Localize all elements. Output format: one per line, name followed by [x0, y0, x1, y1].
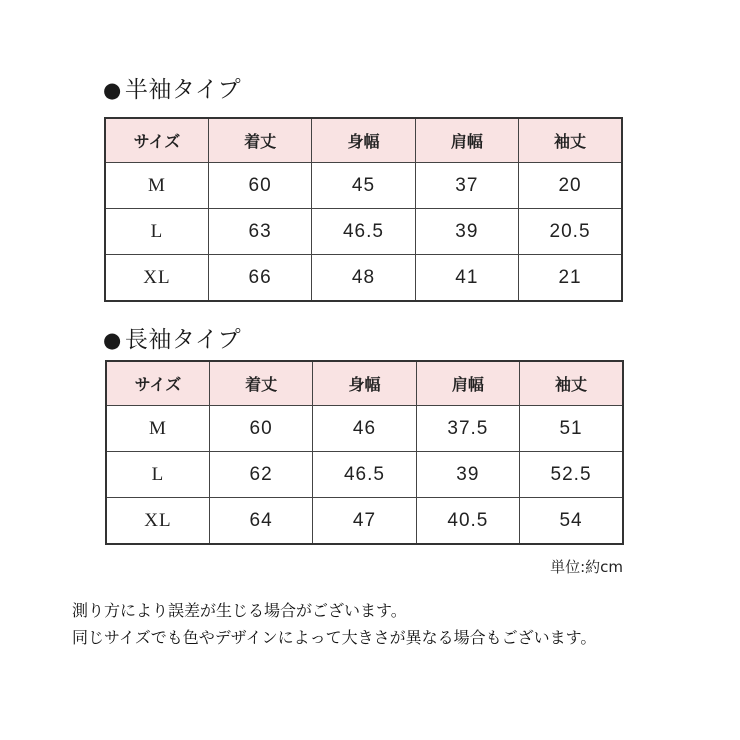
header-size: サイズ: [105, 118, 208, 163]
table-row: [106, 498, 623, 545]
cell-length: 60: [209, 406, 312, 452]
table-row: [106, 406, 623, 452]
cell-size: M: [105, 163, 208, 209]
unit-note: 単位:約cm: [550, 558, 623, 576]
short-sleeve-title-text: 半袖タイプ: [124, 77, 242, 103]
header-shoulder: 肩幅: [416, 361, 519, 406]
table-row: [105, 163, 622, 209]
cell-size: L: [106, 452, 209, 498]
cell-size: L: [105, 209, 208, 255]
cell-shoulder: 40.5: [416, 498, 519, 545]
table-header-row: [106, 361, 623, 406]
cell-size: M: [106, 406, 209, 452]
bullet-icon: ●: [103, 78, 122, 102]
cell-shoulder: 39: [415, 209, 518, 255]
header-length: 着丈: [208, 118, 311, 163]
cell-size: XL: [105, 255, 208, 302]
cell-shoulder: 37.5: [416, 406, 519, 452]
bullet-icon: ●: [103, 328, 122, 352]
cell-width: 46.5: [313, 452, 416, 498]
measurement-note: 測り方により誤差が生じる場合がございます。: [72, 601, 407, 620]
long-sleeve-title: [103, 321, 241, 354]
cell-shoulder: 39: [416, 452, 519, 498]
cell-sleeve: 20.5: [519, 209, 622, 255]
long-sleeve-size-table: [105, 360, 624, 545]
header-width: 身幅: [313, 361, 416, 406]
header-sleeve: 袖丈: [520, 361, 623, 406]
cell-length: 63: [208, 209, 311, 255]
table-header-row: [105, 118, 622, 163]
table-row: [105, 255, 622, 302]
cell-width: 48: [312, 255, 415, 302]
cell-length: 64: [209, 498, 312, 545]
cell-shoulder: 41: [415, 255, 518, 302]
cell-width: 45: [312, 163, 415, 209]
short-sleeve-size-table: [104, 117, 623, 302]
header-sleeve: 袖丈: [519, 118, 622, 163]
cell-width: 47: [313, 498, 416, 545]
table-row: [106, 452, 623, 498]
cell-sleeve: 52.5: [520, 452, 623, 498]
cell-shoulder: 37: [415, 163, 518, 209]
cell-length: 60: [208, 163, 311, 209]
cell-length: 66: [208, 255, 311, 302]
cell-length: 62: [209, 452, 312, 498]
header-length: 着丈: [209, 361, 312, 406]
short-sleeve-title: [103, 71, 241, 104]
cell-sleeve: 20: [519, 163, 622, 209]
cell-sleeve: 21: [519, 255, 622, 302]
cell-width: 46: [313, 406, 416, 452]
cell-size: XL: [106, 498, 209, 545]
header-width: 身幅: [312, 118, 415, 163]
header-size: サイズ: [106, 361, 209, 406]
long-sleeve-title-text: 長袖タイプ: [124, 327, 242, 353]
cell-width: 46.5: [312, 209, 415, 255]
table-row: [105, 209, 622, 255]
size-variation-note: 同じサイズでも色やデザインによって大きさが異なる場合もございます。: [72, 628, 597, 647]
cell-sleeve: 51: [520, 406, 623, 452]
header-shoulder: 肩幅: [415, 118, 518, 163]
cell-sleeve: 54: [520, 498, 623, 545]
